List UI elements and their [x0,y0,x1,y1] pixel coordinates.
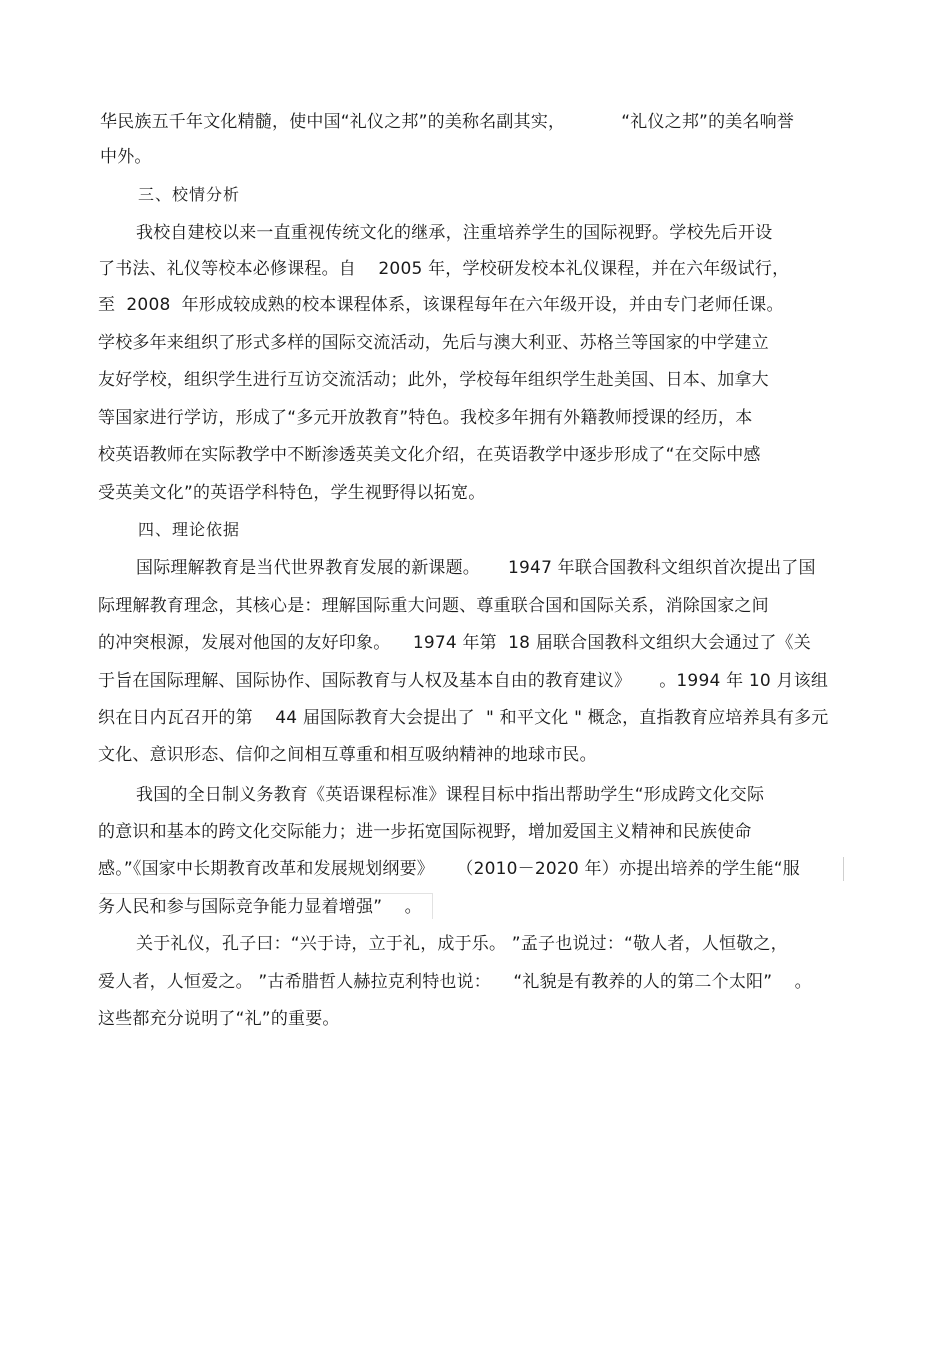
paragraph-line: 受英美文化”的英语学科特色，学生视野得以拓宽。 [98,483,486,503]
paragraph-line: 于旨在国际理解、国际协作、国际教育与人权及基本自由的教育建议》 。1994 年 10 月该组 [98,671,829,691]
paragraph-line: 校英语教师在实际教学中不断渗透英美文化介绍，在英语教学中逐步形成了“在交际中感 [98,445,761,465]
paragraph-line: 这些都充分说明了“礼”的重要。 [98,1009,340,1029]
paragraph-line: 文化、意识形态、信仰之间相互尊重和相互吸纳精神的地球市民。 [98,745,597,765]
paragraph-line: 我国的全日制义务教育《英语课程标准》课程目标中指出帮助学生“形成跨文化交际 [136,785,765,805]
paragraph-line: 务人民和参与国际竞争能力显着增强” 。 [98,897,422,917]
paragraph-line: 际理解教育理念，其核心是：理解国际重大问题、尊重联合国和国际关系，消除国家之间 [98,596,769,616]
paragraph-line: 至 2008 年形成较成熟的校本课程体系，该课程每年在六年级开设，并由专门老师任课。 [98,295,784,315]
paragraph-line: 了书法、礼仪等校本必修课程。自 2005 年，学校研发校本礼仪课程，并在六年级试行， [98,259,790,279]
paragraph-line: 感。”《国家中长期教育改革和发展规划纲要》 （2010－2020 年）亦提出培养的学生能“服 [98,859,800,879]
paragraph-line: 爱人者，人恒爱之。 ”古希腊哲人赫拉克利特也说： “礼貌是有教养的人的第二个太阳” 。 [98,972,812,992]
paragraph-line: 友好学校，组织学生进行互访交流活动；此外，学校每年组织学生赴美国、日本、加拿大 [98,370,769,390]
intro-line-2: 中外。 [100,147,152,167]
section-heading-theory-basis: 四、理论依据 [138,520,241,539]
paragraph-line: 的冲突根源，发展对他国的友好印象。 1974 年第 18 届联合国教科文组织大会通过了《关 [98,633,811,653]
paragraph-line: 等国家进行学访，形成了“多元开放教育”特色。我校多年拥有外籍教师授课的经历，本 [98,408,753,428]
paragraph-line: 织在日内瓦召开的第 44 届国际教育大会提出了 " 和平文化 " 概念，直指教育应培养具有多元 [98,708,829,728]
intro-line-1: 华民族五千年文化精髓，使中国“礼仪之邦”的美称名副其实， “礼仪之邦”的美名响誉 [100,112,795,132]
paragraph-line: 学校多年来组织了形式多样的国际交流活动，先后与澳大利亚、苏格兰等国家的中学建立 [98,333,769,353]
paragraph-line: 我校自建校以来一直重视传统文化的继承，注重培养学生的国际视野。学校先后开设 [136,223,773,243]
text-frame-edge [843,857,844,881]
paragraph-line: 的意识和基本的跨文化交际能力；进一步拓宽国际视野，增加爱国主义精神和民族使命 [98,822,752,842]
paragraph-line: 关于礼仪，孔子曰：“兴于诗，立于礼，成于乐。 ”孟子也说过：“敬人者，人恒敬之， [136,934,788,954]
section-heading-school-analysis: 三、校情分析 [138,185,241,204]
paragraph-line: 国际理解教育是当代世界教育发展的新课题。 1947 年联合国教科文组织首次提出了国 [136,558,816,578]
